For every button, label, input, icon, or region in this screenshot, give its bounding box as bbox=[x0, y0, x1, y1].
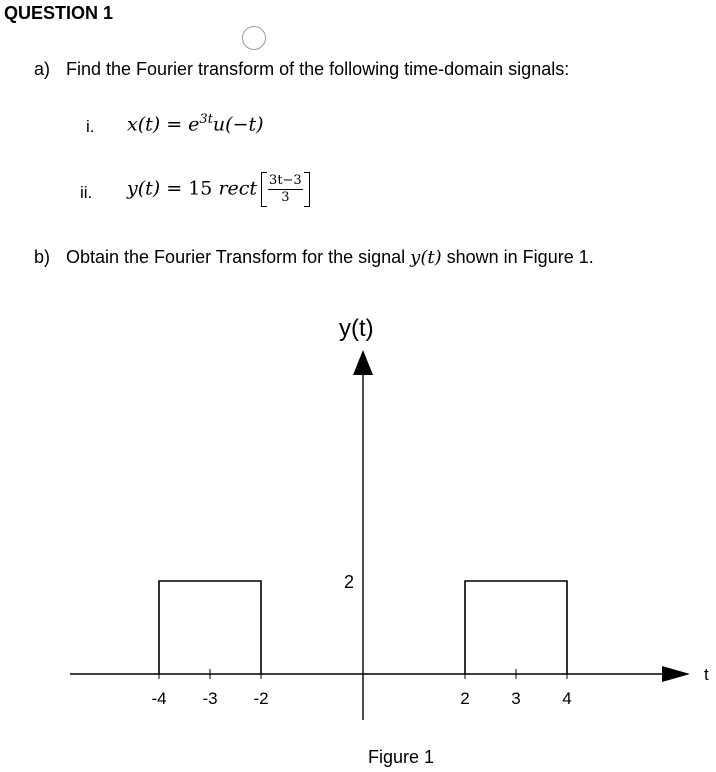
pulse-2 bbox=[465, 581, 567, 674]
x-tick-label: 2 bbox=[460, 689, 470, 708]
y-axis-label: y(t) bbox=[339, 315, 374, 342]
fraction-numerator: 3t−3 bbox=[269, 173, 302, 188]
question-heading: QUESTION 1 bbox=[4, 3, 114, 23]
x-tick-label: -4 bbox=[151, 689, 167, 708]
x-tick-label: 4 bbox=[562, 689, 572, 708]
equation-y-lhs: y(t) = bbox=[127, 177, 183, 200]
equation-y-coef: 15 bbox=[188, 177, 213, 200]
figure-caption: Figure 1 bbox=[368, 747, 435, 767]
x-tick-label: -3 bbox=[202, 689, 218, 708]
amplitude-label: 2 bbox=[344, 572, 355, 592]
equation-y-func: rect bbox=[218, 177, 258, 200]
part-b-math: y(t) bbox=[410, 247, 442, 268]
equation-x-lhs: x(t) = e bbox=[127, 113, 200, 136]
t-axis-arrowhead bbox=[662, 666, 690, 682]
t-axis-label: t bbox=[704, 665, 709, 684]
part-a-prompt: Find the Fourier transform of the following time-domain signals: bbox=[66, 59, 570, 79]
x-tick-label: 3 bbox=[511, 689, 521, 708]
x-tick-label: -2 bbox=[253, 689, 269, 708]
equation-x-exponent: 3t bbox=[199, 112, 213, 127]
part-a-label: a) bbox=[34, 59, 51, 79]
fraction-denominator: 3 bbox=[281, 190, 290, 205]
part-b-prompt-before: Obtain the Fourier Transform for the signal bbox=[66, 247, 406, 267]
part-b-label: b) bbox=[34, 247, 51, 267]
pulse-1 bbox=[159, 581, 261, 674]
item-i-label: i. bbox=[86, 117, 95, 136]
part-b-prompt-after: shown in Figure 1. bbox=[446, 247, 594, 267]
y-axis-arrowhead bbox=[353, 350, 373, 375]
equation-x-rhs: u(−t) bbox=[212, 113, 264, 136]
item-ii-label: ii. bbox=[80, 183, 93, 202]
